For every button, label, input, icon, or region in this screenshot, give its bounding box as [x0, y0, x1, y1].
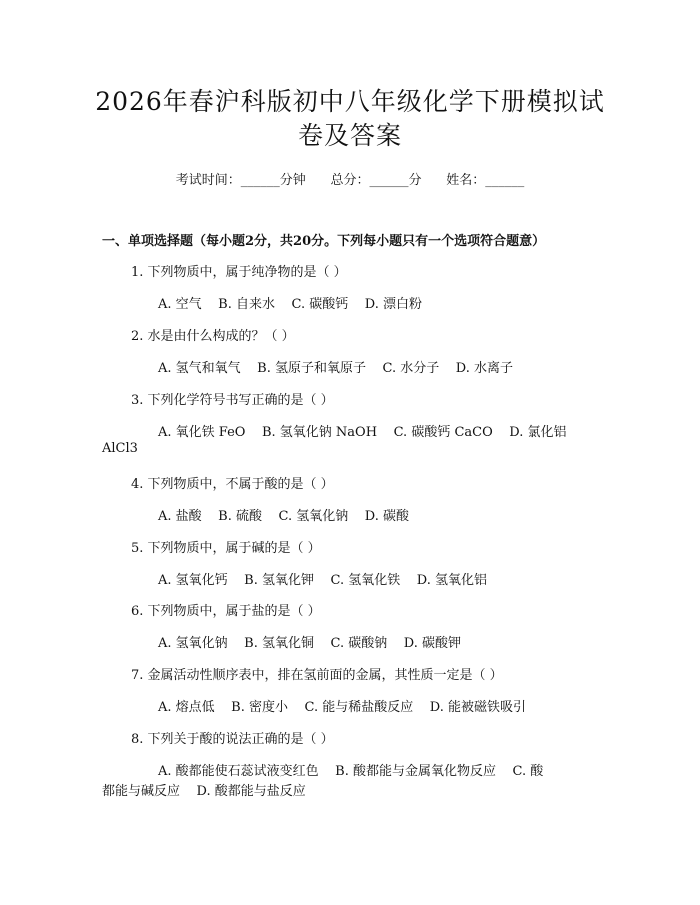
question-8-options: A. 酸都能使石蕊试液变红色 B. 酸都能与金属氧化物反应 C. 酸	[158, 764, 544, 779]
exam-title-line2: 卷及答案	[297, 121, 402, 150]
question-3-options: A. 氧化铁 FeO B. 氢氧化钠 NaOH C. 碳酸钙 CaCO D. 氯化铝	[158, 425, 567, 440]
question-8-options-wrap: 都能与碱反应 D. 酸都能与盐反应	[102, 784, 306, 799]
section-heading: 一、单项选择题（每小题2分，共20分。下列每小题只有一个选项符合题意）	[102, 234, 546, 249]
question-8-stem: 8. 下列关于酸的说法正确的是（ ）	[131, 732, 334, 747]
question-2-options: A. 氢气和氧气 B. 氢原子和氧原子 C. 水分子 D. 水离子	[158, 361, 514, 376]
question-7-options: A. 熔点低 B. 密度小 C. 能与稀盐酸反应 D. 能被磁铁吸引	[158, 700, 527, 715]
question-1-options: A. 空气 B. 自来水 C. 碳酸钙 D. 漂白粉	[158, 297, 423, 312]
question-6-options: A. 氢氧化钠 B. 氢氧化铜 C. 碳酸钠 D. 碳酸钾	[158, 636, 462, 651]
question-3-options-wrap: AlCl3	[102, 441, 138, 456]
exam-info-line: 考试时间：______分钟 总分：______分 姓名：______	[175, 173, 525, 188]
question-5-stem: 5. 下列物质中，属于碱的是（ ）	[131, 541, 321, 556]
question-5-options: A. 氢氧化钙 B. 氢氧化钾 C. 氢氧化铁 D. 氢氧化铝	[158, 573, 488, 588]
question-1-stem: 1. 下列物质中，属于纯净物的是（ ）	[131, 265, 347, 280]
question-3-stem: 3. 下列化学符号书写正确的是（ ）	[131, 393, 334, 408]
question-4-stem: 4. 下列物质中，不属于酸的是（ ）	[131, 477, 334, 492]
exam-title-line1: 2026年春沪科版初中八年级化学下册模拟试	[95, 87, 605, 116]
question-7-stem: 7. 金属活动性顺序表中，排在氢前面的金属，其性质一定是（ ）	[131, 668, 503, 683]
question-6-stem: 6. 下列物质中，属于盐的是（ ）	[131, 604, 321, 619]
question-2-stem: 2. 水是由什么构成的？（ ）	[131, 329, 295, 344]
question-4-options: A. 盐酸 B. 硫酸 C. 氢氧化钠 D. 碳酸	[158, 509, 410, 524]
